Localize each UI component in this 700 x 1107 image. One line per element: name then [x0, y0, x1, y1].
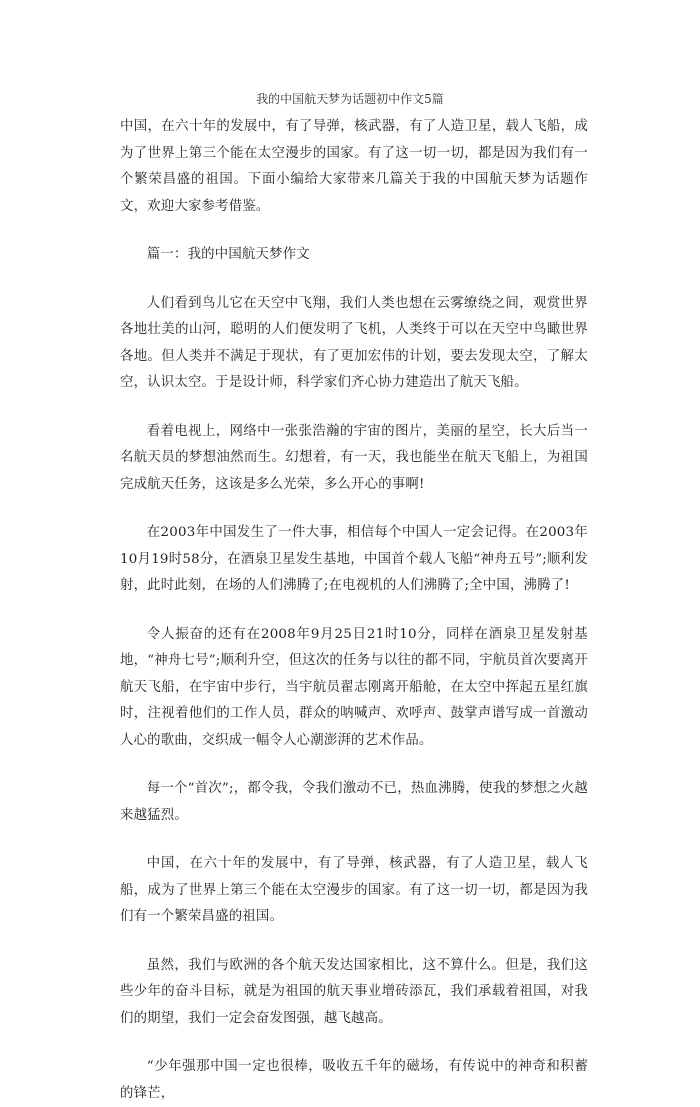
- paragraph: 每一个“首次”;，都令我，令我们激动不已，热血沸腾，使我的梦想之火越来越猛烈。: [120, 781, 588, 823]
- paragraph: 虽然，我们与欧洲的各个航天发达国家相比，这不算什么。但是，我们这些少年的奋斗目标，就是为祖国的航天事业增砖添瓦，我们承载着祖国，对我们的期望，我们一定会奋发图强，越飞越高。: [120, 957, 588, 1026]
- document-title: 我的中国航天梦为话题初中作文5篇: [256, 92, 444, 106]
- paragraph: 在2003年中国发生了一件大事，相信每个中国人一定会记得。在2003年10月19时58分，在酒泉卫星发生基地，中国首个载人飞船“神舟五号”;顺利发射，此时此刻，在场的人们沸腾了;在电视机的人们沸腾了;全中国，沸腾了!: [120, 525, 588, 593]
- paragraph: 中国，在六十年的发展中，有了导弹，核武器，有了人造卫星，载人飞船，成为了世界上第三个能在太空漫步的国家。有了这一切一切，都是因为我们有一个繁荣昌盛的祖国。: [120, 856, 588, 924]
- paragraph: 令人振奋的还有在2008年9月25日21时10分，同样在酒泉卫星发射基地，“神舟七号”;顺利升空，但这次的任务与以往的都不同，宇航员首次要离开航天飞船，在宇宙中步行，当宇航员翟志刚离开船舱，在太空中挥起五星红旗时，注视着他们的工作人员，群众的呐喊声、欢呼声、鼓掌声谱写成一首激动人心的歌曲，交织成一幅令人心潮澎湃的艺术作品。: [120, 626, 588, 748]
- lead-paragraph: 中国，在六十年的发展中，有了导弹，核武器，有了人造卫星，载人飞船，成为了世界上第三个能在太空漫步的国家。有了这一切一切，都是因为我们有一个繁荣昌盛的祖国。下面小编给大家带来几篇关于我的中国航天梦为话题作文，欢迎大家参考借鉴。: [120, 119, 588, 214]
- document-body: [120, 114, 588, 1107]
- paragraph: “少年强那中国一定也很棒，吸收五千年的磁场，有传说中的神奇和积蓄的锋芒，: [120, 1059, 588, 1101]
- paragraph: 看着电视上，网络中一张张浩瀚的宇宙的图片，美丽的星空，长大后当一名航天员的梦想油然而生。幻想着，有一天，我也能坐在航天飞船上，为祖国完成航天任务，这该是多么光荣，多么开心的事啊!: [120, 423, 588, 492]
- section-heading: 篇一：我的中国航天梦作文: [146, 247, 310, 262]
- paragraph: 人们看到鸟儿它在天空中飞翔，我们人类也想在云雾缭绕之间，观赏世界各地壮美的山河，聪明的人们便发明了飞机，人类终于可以在天空中鸟瞰世界各地。但人类并不满足于现状，有了更加宏伟的计划，要去发现太空，了解太空，认识太空。于是设计师，科学家们齐心协力建造出了航天飞船。: [120, 295, 588, 390]
